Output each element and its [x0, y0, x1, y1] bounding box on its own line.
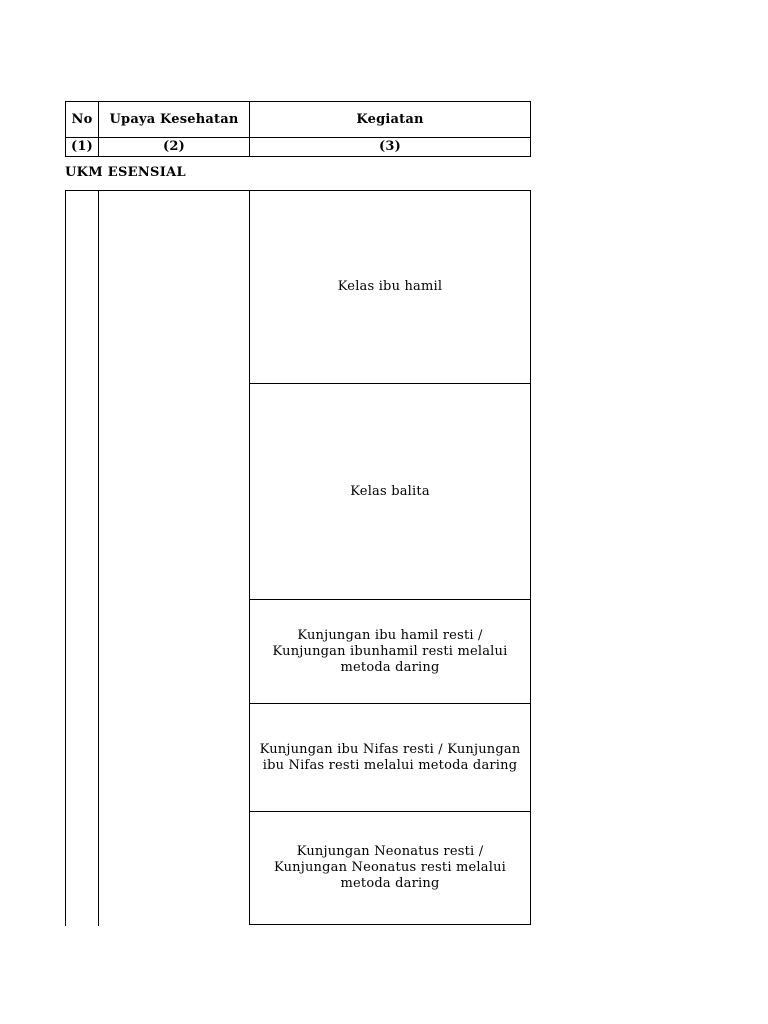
header-no: No — [71, 111, 93, 127]
kegiatan-cell-1: Kelas ibu hamil — [337, 279, 443, 294]
col-kegiatan-right-border — [530, 101, 531, 157]
body-col-no-right-border — [98, 190, 99, 926]
row-divider-5 — [249, 924, 531, 925]
column-number-bottom-border — [65, 156, 531, 157]
column-number-2: (2) — [163, 139, 185, 154]
kegiatan-cell-5: Kunjungan Neonatus resti / Kunjungan Neonatus resti melalui metoda daring — [273, 844, 507, 891]
column-number-1: (1) — [71, 139, 93, 154]
kegiatan-cell-4: Kunjungan ibu Nifas resti / Kunjungan ibu Nifas resti melalui metoda daring — [259, 741, 521, 773]
kegiatan-cell-2: Kelas balita — [350, 483, 430, 499]
header-kegiatan: Kegiatan — [356, 111, 424, 127]
body-col-no-left-border — [65, 190, 66, 926]
body-col-kegiatan-right-border — [530, 190, 531, 925]
section-title: UKM ESENSIAL — [65, 165, 186, 180]
kegiatan-cell-3: Kunjungan ibu hamil resti / Kunjungan ibunhamil resti melalui metoda daring — [272, 627, 508, 675]
header-upaya-kesehatan: Upaya Kesehatan — [109, 111, 239, 127]
column-number-3: (3) — [379, 139, 401, 154]
